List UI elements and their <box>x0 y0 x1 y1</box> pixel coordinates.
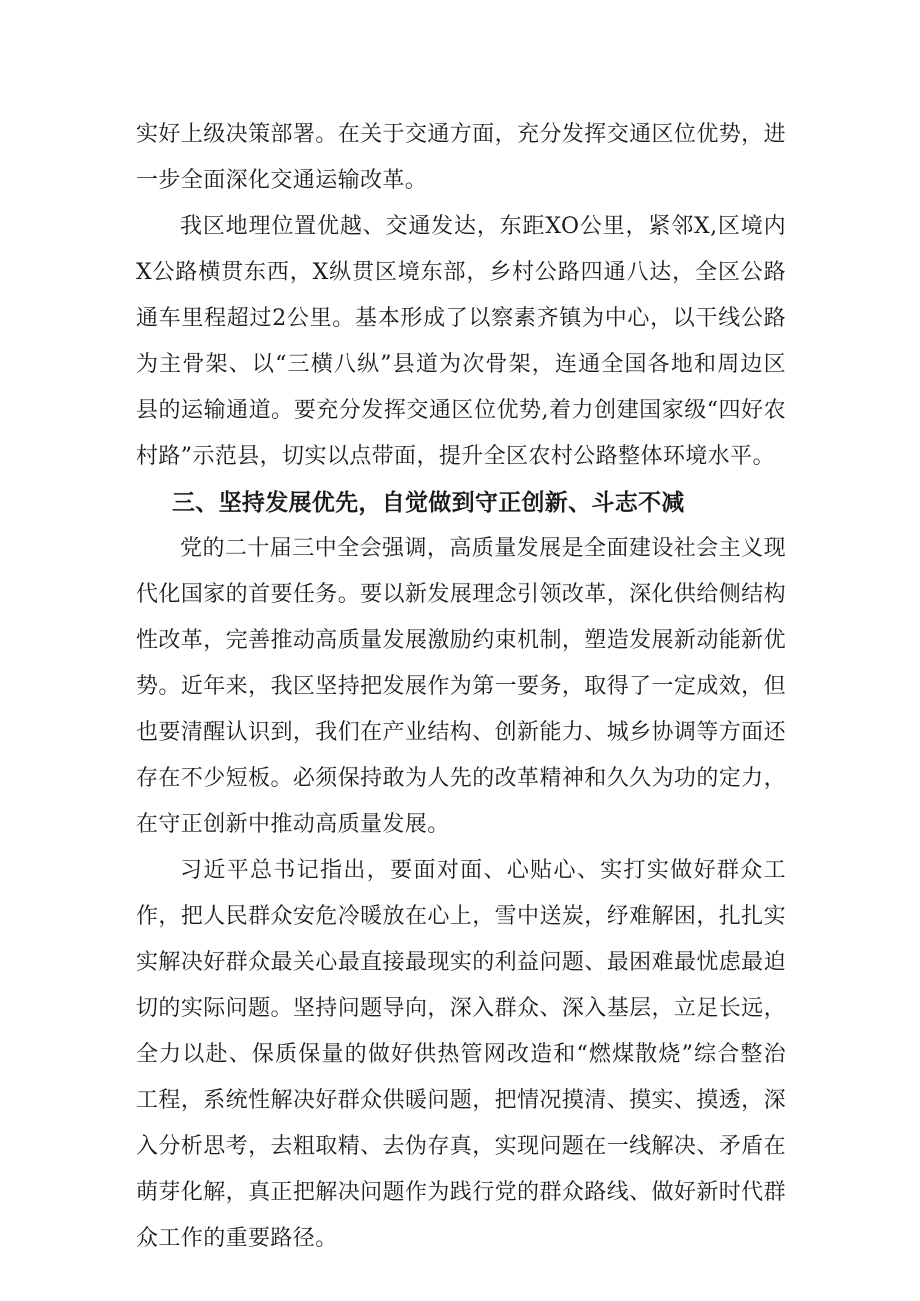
document-page <box>136 112 786 1262</box>
paragraph-high-quality-development: 党的二十届三中全会强调，高质量发展是全面建设社会主义现代化国家的首要任务。要以新发展理念引领改革，深化供给侧结构性改革，完善推动高质量发展激励约束机制，塑造发展新动能新优势。近年来，我区坚持把发展作为第一要务，取得了一定成效，但也要清醒认识到，我们在产业结构、创新能力、城乡协调等方面还存在不少短板。必须保持敢为人先的改革精神和久久为功的定力，在守正创新中推动高质量发展。 <box>136 536 786 837</box>
paragraph-transport-reform-conclusion: 实好上级决策部署。在关于交通方面，充分发挥交通区位优势，进一步全面深化交通运输改革。 <box>136 122 786 193</box>
paragraph-mass-work: 习近平总书记指出，要面对面、心贴心、实打实做好群众工作，把人民群众安危冷暖放在心上，雪中送炭，纾难解困，扎扎实实解决好群众最关心最直接最现实的利益问题、最困难最忧虑最迫切的实际问题。坚持问题导向，深入群众、深入基层，立足长远，全力以赴、保质保量的做好供热管网改造和“燃煤散烧”综合整治工程，系统性解决好群众供暖问题，把情况摸清、摸实、摸透，深入分析思考，去粗取精、去伪存真，实现问题在一线解决、矛盾在萌芽化解，真正把解决问题作为践行党的群众路线、做好新时代群众工作的重要路径。 <box>136 858 786 1251</box>
section-heading-development-priority: 三、坚持发展优先，自觉做到守正创新、斗志不减 <box>172 490 685 516</box>
paragraph-geographic-location: 我区地理位置优越、交通发达，东距XO公里，紧邻X,区境内X公路横贯东西，X纵贯区境东部，乡村公路四通八达，全区公路通车里程超过2公里。基本形成了以察素齐镇为中心，以干线公路为主骨架、以“三横八纵”县道为次骨架，连通全国各地和周边区县的运输通道。要充分发挥交通区位优势,着力创建国家级“四好农村路”示范县，切实以点带面，提升全区农村公路整体环境水平。 <box>136 214 786 469</box>
